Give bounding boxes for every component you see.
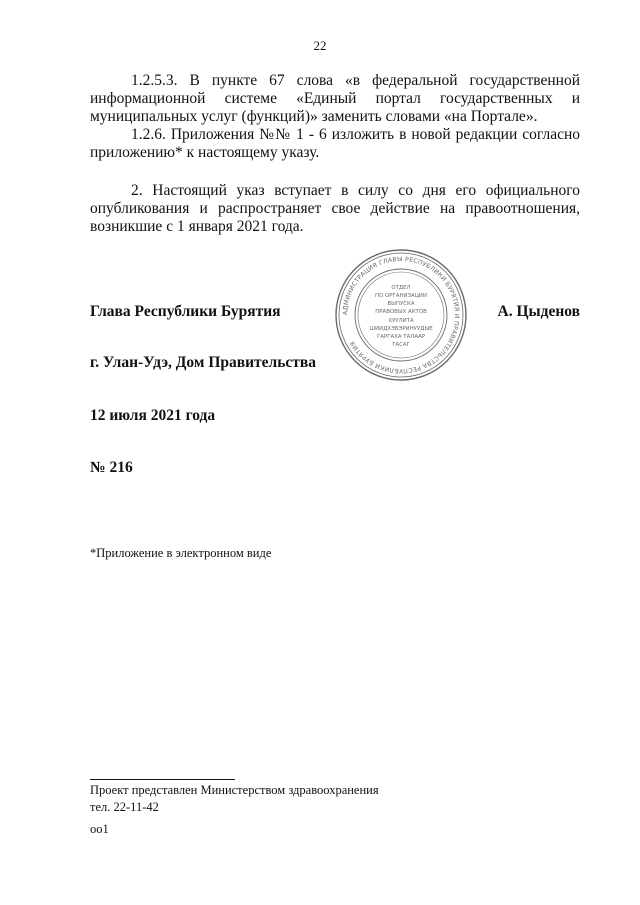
decree-number: № 216 <box>90 459 133 476</box>
official-seal-icon <box>333 247 469 383</box>
seal-line: ПРАВОВЫХ АКТОВ <box>375 309 427 315</box>
paragraph-1-2-6: 1.2.6. Приложения №№ 1 - 6 изложить в новой редакции согласно приложению* к настоящему указу. <box>90 126 580 161</box>
footer-code: оо1 <box>90 822 109 836</box>
seal-line: ВЫПУСКА <box>387 301 415 307</box>
seal-line: ПО ОРГАНИЗАЦИИ <box>375 293 427 299</box>
footer-divider <box>90 779 235 780</box>
signing-date: 12 июля 2021 года <box>90 407 216 424</box>
seal-line: ХУУЛИТА <box>388 318 414 324</box>
footer-phone: тел. 22-11-42 <box>90 800 159 814</box>
seal-ring-text: АДМИНИСТРАЦИЯ ГЛАВЫ РЕСПУБЛИКИ БУРЯТИЯ И ПРАВИТЕЛЬСТВА РЕСПУБЛИКИ БУРЯТИЯ <box>341 255 461 375</box>
signatory-position: Глава Республики Бурятия <box>90 303 281 320</box>
page-number: 22 <box>313 38 327 53</box>
seal-line: ГАРГАХА ТАЛААР <box>377 334 425 340</box>
amendment-paragraphs <box>90 72 580 162</box>
seal-line: ШИИДХЭБЭРИНУУДЫЕ <box>369 326 433 332</box>
signing-place: г. Улан-Удэ, Дом Правительства <box>90 354 317 371</box>
signatory-name: А. Цыденов <box>497 303 580 320</box>
paragraph-2: 2. Настоящий указ вступает в силу со дня его официального опубликования и распространяет свое действие на правоотношения, возникшие с 1 января 2021 года. <box>90 182 580 235</box>
effective-date-paragraph <box>90 182 580 236</box>
seal-line: ОТДЕЛ <box>391 285 411 291</box>
seal-line: ТАСАГ <box>392 342 410 348</box>
footnote: *Приложение в электронном виде <box>90 546 272 560</box>
footer-prepared-by: Проект представлен Министерством здравоохранения <box>90 783 379 797</box>
paragraph-1-2-5-3: 1.2.5.3. В пункте 67 слова «в федеральной государственной информационной системе «Единый портал государственных и муниципальных услуг (функций)» заменить словами «на Портале». <box>90 72 580 125</box>
